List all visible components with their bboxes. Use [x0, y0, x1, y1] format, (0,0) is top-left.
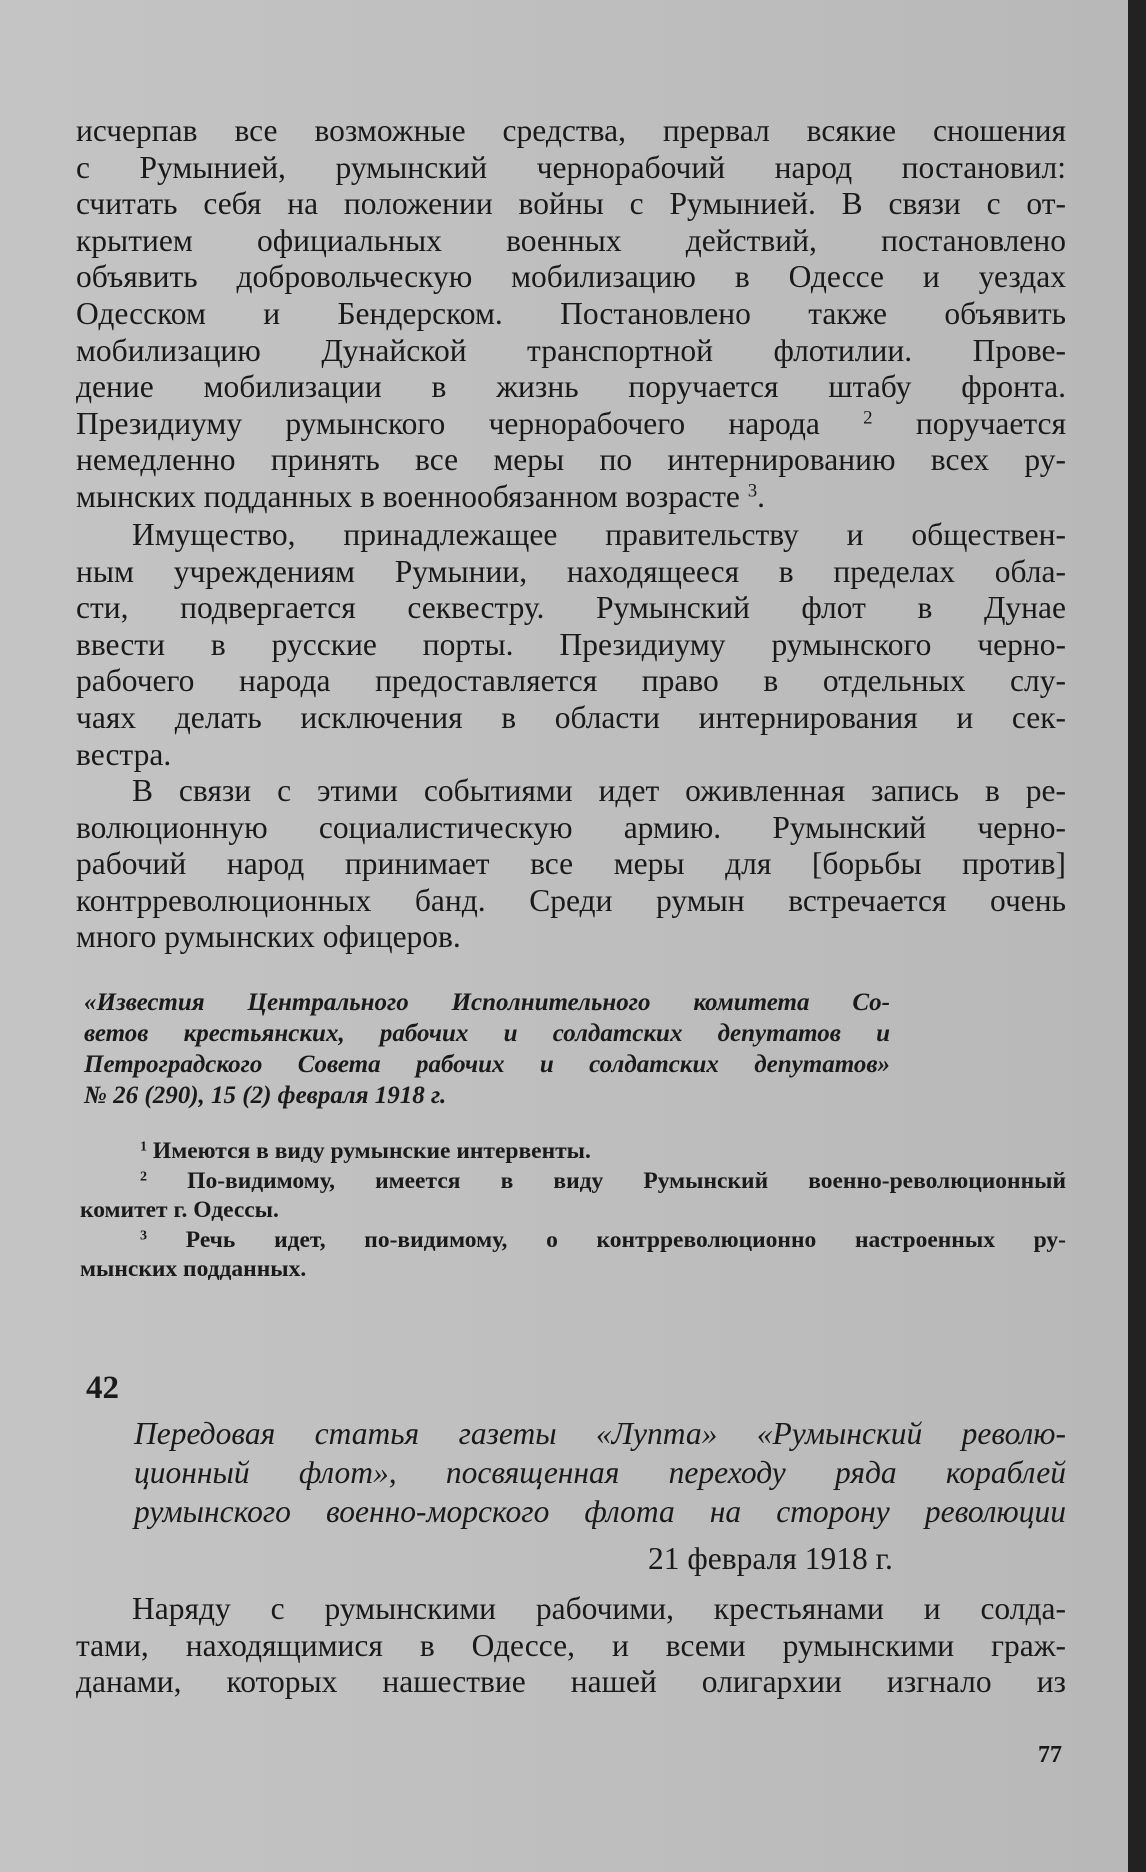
text-line: Наряду с румынскими рабочими, крестьянами и солда- [132, 1591, 1066, 1626]
scan-edge [1128, 0, 1146, 1872]
text-segment: мынских подданных в военнообязанном возрасте [76, 478, 740, 514]
footnote-3-cont: мынских подданных. [80, 1256, 307, 1282]
text-line: чаях делать исключения в области интернирования и сек- [76, 699, 1066, 735]
text-line: данами, которых нашествие нашей олигархии изгнало из [76, 1664, 1066, 1700]
heading-line: Передовая статья газеты «Лупта» «Румынский револю- [134, 1416, 1066, 1451]
heading-line: румынского военно-морского флота на сторону революции [134, 1494, 1066, 1529]
text-line: ным учреждениям Румынии, находящееся в пределах обла- [76, 553, 1066, 589]
footnote-ref-2: 2 [863, 407, 873, 429]
text-line: тами, находящимися в Одессе, и всеми румынскими граж- [76, 1627, 1066, 1663]
text-line: мобилизацию Дунайской транспортной флотилии. Прове- [76, 332, 1066, 368]
text-line: сти, подвергается секвестру. Румынский флот в Дунае [76, 590, 1066, 626]
footnote-number: 2 [140, 1167, 148, 1184]
text-segment: поручается [915, 405, 1067, 441]
footnotes [80, 1137, 1066, 1285]
text-line [76, 406, 1066, 443]
text-line: рабочего народа предоставляется право в отдельных слу- [76, 663, 1066, 699]
text-line: ввести в русские порты. Президиуму румынского черно- [76, 626, 1066, 662]
footnote-2-cont: комитет г. Одессы. [80, 1197, 279, 1223]
text-line: волюционную социалистическую армию. Румынский черно- [76, 809, 1066, 845]
text-line: немедленно принять все меры по интернированию всех ру- [76, 442, 1066, 478]
footnote-text: Речь идет, по-видимому, о контрреволюционно настроенных ру- [185, 1226, 1066, 1253]
footnote-ref-3: 3 [747, 480, 758, 502]
footnote-1 [80, 1137, 1066, 1167]
source-line: № 26 (290), 15 (2) февраля 1918 г. [84, 1082, 447, 1109]
text-segment: . [757, 478, 766, 514]
footnote-number: 1 [140, 1138, 148, 1155]
paragraph-4 [76, 1591, 1066, 1701]
footnote-3 [80, 1226, 1066, 1256]
heading-line: ционный флот», посвященная переходу ряда кораблей [134, 1455, 1066, 1490]
text-segment: Президиуму румынского чернорабочего народа [76, 405, 820, 441]
text-line: вестра. [76, 736, 172, 772]
source-line: «Известия Центрального Исполнительного комитета Со- [84, 989, 890, 1016]
text-line: объявить добровольческую мобилизацию в Одессе и уездах [76, 259, 1066, 295]
document-heading [134, 1414, 1066, 1531]
text-line: много румынских офицеров. [76, 919, 461, 955]
document-number: 42 [86, 1370, 119, 1406]
source-line: Петроградского Совета рабочих и солдатских депутатов» [84, 1051, 890, 1078]
source-citation [84, 987, 890, 1111]
text-line: дение мобилизации в жизнь поручается штабу фронта. [76, 369, 1066, 405]
text-line: рабочий народ принимает все меры для [борьбы против] [76, 846, 1066, 882]
footnote-text: По-видимому, имеется в виду Румынский военно-революционный [187, 1167, 1066, 1194]
page-number: 77 [1038, 1742, 1062, 1768]
footnote-2 [80, 1167, 1066, 1197]
paragraph-1 [76, 113, 1066, 516]
text-line: с Румынией, румынский чернорабочий народ постановил: [76, 149, 1066, 185]
paragraph-2 [76, 517, 1066, 773]
paragraph-3 [76, 773, 1066, 956]
text-line: Одесском и Бендерском. Постановлено также объявить [76, 295, 1066, 331]
text-line: считать себя на положении войны с Румынией. В связи с от- [76, 186, 1066, 222]
text-line: В связи с этими событиями идет оживленная запись в ре- [132, 773, 1066, 808]
text-line: контрреволюционных банд. Среди румын встречается очень [76, 882, 1066, 918]
text-line [76, 479, 1066, 516]
text-line: Имущество, принадлежащее правительству и обществен- [132, 517, 1066, 552]
footnote-text: Имеются в виду румынские интервенты. [152, 1138, 591, 1164]
document-date: 21 февраля 1918 г. [648, 1541, 893, 1576]
text-line: крытием официальных военных действий, постановлено [76, 222, 1066, 258]
footnote-number: 3 [140, 1226, 148, 1243]
source-line: ветов крестьянских, рабочих и солдатских депутатов и [84, 1020, 890, 1047]
text-line: исчерпав все возможные средства, прервал всякие сношения [76, 113, 1066, 148]
